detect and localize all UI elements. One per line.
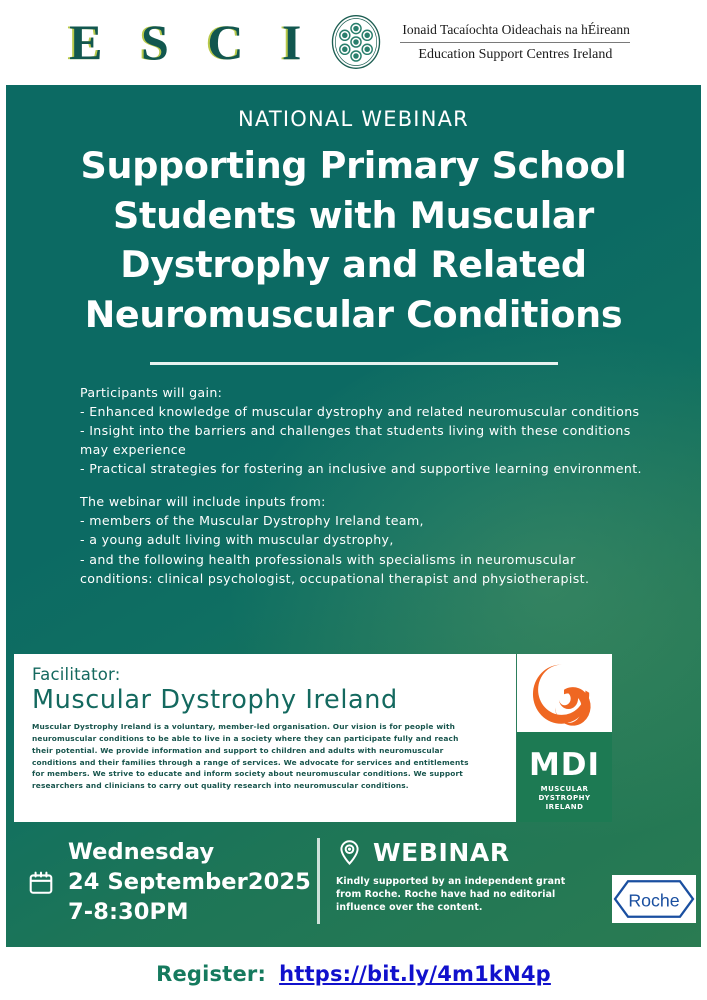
- webinar-kicker: NATIONAL WEBINAR: [238, 107, 469, 131]
- calendar-icon: [28, 870, 54, 896]
- celtic-spiral-seal-icon: [328, 14, 384, 70]
- mdi-logo: [517, 654, 612, 822]
- paragraph-gap: [80, 478, 643, 492]
- register-label: Register:: [156, 961, 267, 986]
- inputs-bullet-2: - a young adult living with muscular dystrophy,: [80, 532, 394, 548]
- roche-sponsor-logo: [612, 875, 696, 923]
- event-date-text: [68, 838, 311, 928]
- poster-body-copy: [6, 365, 701, 588]
- register-strip: [0, 947, 707, 1000]
- participants-bullet-3: - Practical strategies for fostering an inclusive and supportive learning environment.: [80, 461, 642, 477]
- esci-name-block: [398, 22, 629, 63]
- participants-bullet-2: - Insight into the barriers and challenges that students living with these conditions may experience: [80, 422, 631, 457]
- mdi-logo-bottom-panel: [517, 732, 612, 822]
- esci-name-english: Education Support Centres Ireland: [418, 46, 613, 62]
- facilitator-organisation: Muscular Dystrophy Ireland: [32, 685, 398, 715]
- facilitator-description: Muscular Dystrophy Ireland is a voluntary, member-led organisation. Our vision is for people with neuromuscular conditions to be able to live in a society where they can participate fully and reach their potential. We provide information and support to children and adults with neuromuscular conditions and their families through a range of services. We advocate for services and entitlements for members. We strive to educate and inform society about neuromuscular conditions. We support researchers and clinicians to carry out quality research into neuromuscular conditions.: [32, 721, 469, 791]
- mdi-subtitle-line2: IRELAND: [545, 803, 584, 812]
- info-vertical-divider: [317, 838, 320, 924]
- facilitator-label: Facilitator:: [32, 665, 121, 684]
- title-block: [6, 85, 701, 365]
- page-header: [0, 0, 707, 84]
- mdi-spiral-icon: [527, 660, 601, 738]
- map-pin-icon: [336, 839, 363, 866]
- participants-heading: Participants will gain:: [80, 384, 223, 400]
- roche-wordmark: Roche: [628, 890, 680, 911]
- location-row: [336, 838, 696, 867]
- mdi-acronym: MDI: [528, 747, 601, 783]
- event-info-bar: [6, 830, 701, 947]
- facilitator-card: [14, 654, 516, 822]
- poster-body: [6, 85, 701, 947]
- register-link[interactable]: https://bit.ly/4m1kN4p: [279, 961, 551, 986]
- event-day: Wednesday: [68, 839, 215, 865]
- esci-name-irish: Ionaid Tacaíochta Oideachais na hÉireann: [402, 21, 630, 37]
- event-date: 24 September2025: [68, 868, 311, 895]
- inputs-bullet-1: - members of the Muscular Dystrophy Ireland team,: [80, 513, 424, 529]
- event-location: WEBINAR: [373, 838, 510, 867]
- inputs-heading: The webinar will include inputs from:: [80, 494, 326, 510]
- event-location-block: [336, 838, 696, 914]
- event-date-block: [28, 838, 311, 928]
- mdi-subtitle-line1: MUSCULAR DYSTROPHY: [538, 785, 591, 803]
- event-time: 7-8:30PM: [68, 898, 189, 925]
- inputs-bullet-3: - and the following health professionals with specialisms in neuromuscular conditions: clinical psychologist, occupational therapist and physiotherapist.: [80, 551, 590, 586]
- roche-hexagon-logo: [613, 876, 695, 922]
- participants-bullet-1: - Enhanced knowledge of muscular dystrophy and related neuromuscular conditions: [80, 403, 640, 419]
- sponsor-grant-note: Kindly supported by an independent grant from Roche. Roche have had no editorial influence over the content.: [336, 876, 566, 914]
- page-title: Supporting Primary School Students with Muscular Dystrophy and Related Neuromuscular Conditions: [80, 144, 627, 336]
- esci-wordmark: E S C I: [69, 14, 315, 70]
- esci-branding: [65, 14, 630, 70]
